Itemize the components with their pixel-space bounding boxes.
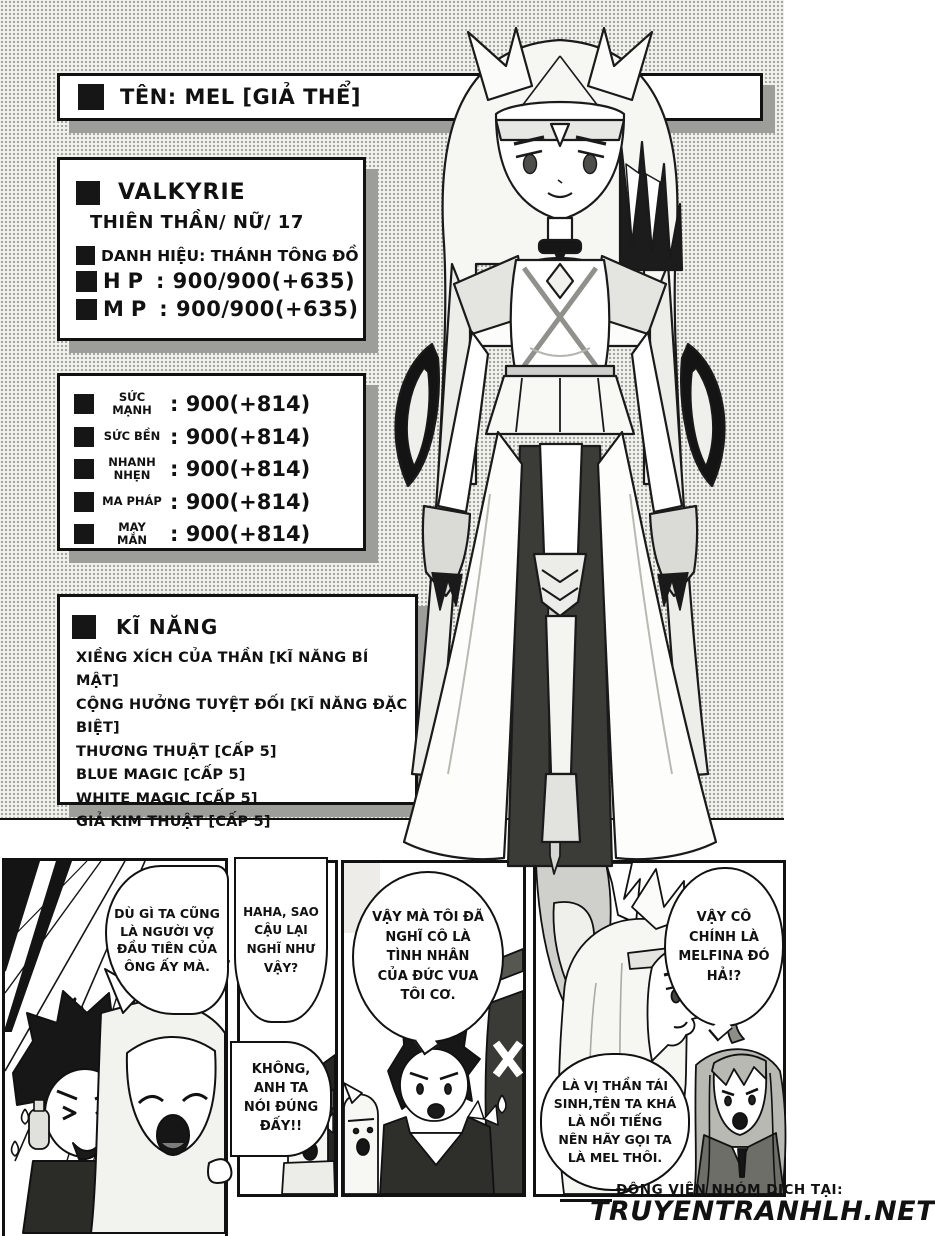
square-bullet-icon	[78, 84, 104, 110]
stat-label: MA PHÁP	[102, 494, 162, 509]
square-bullet-icon	[74, 427, 94, 447]
stat-value: : 900(+814)	[170, 392, 311, 417]
skills-header: KĨ NĂNG	[116, 615, 219, 639]
speech-bubble	[234, 857, 328, 1023]
skill-item: BLUE MAGIC [CẤP 5]	[76, 767, 246, 784]
speech-text: DÙ GÌ TA CŨNG LÀ NGƯỜI VỢ ĐẦU TIÊN CỦA ÔNG ẤY MÀ.	[114, 906, 220, 974]
mp-value: : 900/900(+635)	[159, 297, 359, 321]
stat-label: SỨC MẠNH	[112, 390, 152, 418]
square-bullet-icon	[76, 181, 100, 205]
square-bullet-icon	[74, 524, 94, 544]
stat-value: : 900(+814)	[170, 489, 311, 514]
speech-text: HAHA, SAO CẬU LẠI NGHĨ NHƯ VẬY?	[243, 904, 319, 975]
speech-bubble	[230, 1041, 332, 1157]
comic-panel-1	[2, 858, 228, 1236]
class-name: VALKYRIE	[118, 180, 246, 205]
skill-item: XIỀNG XÍCH CỦA THẦN [KĨ NĂNG BÍ MẬT]	[76, 650, 369, 690]
stat-value: : 900(+814)	[170, 457, 311, 482]
stat-value: : 900(+814)	[170, 424, 311, 449]
mp-label: MP	[103, 297, 154, 321]
square-bullet-icon	[74, 492, 94, 512]
skill-item: GIẢ KIM THUẬT [CẤP 5]	[76, 814, 271, 831]
speech-text: KHÔNG, ANH TA NÓI ĐÚNG ĐẤY!!	[243, 1062, 319, 1134]
credit-caption: ĐỘNG VIÊN NHÓM DỊCH TẠI:	[616, 1182, 843, 1198]
skill-item: THƯƠNG THUẬT [CẤP 5]	[76, 743, 277, 760]
translator-credit	[590, 1182, 935, 1227]
skill-item: CỘNG HƯỞNG TUYỆT ĐỐI [KĨ NĂNG ĐẶC BIỆT]	[76, 696, 408, 737]
comic-panel-2	[237, 860, 338, 1197]
hp-value: : 900/900(+635)	[155, 269, 356, 293]
speech-text: VẬY MÀ TÔI ĐÃ NGHĨ CÔ LÀ TÌNH NHÂN CỦA ĐỨC VUA TÔI CƠ.	[372, 910, 484, 1004]
valkyrie-full-body-art	[320, 14, 790, 880]
stat-value: : 900(+814)	[170, 522, 311, 547]
square-bullet-icon	[72, 615, 96, 639]
race-sex-age: THIÊN THẦN/ NỮ/ 17	[90, 212, 304, 233]
stat-label: MAY MẮN	[117, 520, 147, 548]
hp-label: HP	[103, 269, 150, 293]
character-title: DANH HIỆU: THÁNH TÔNG ĐỒ	[101, 246, 359, 265]
speech-bubble	[540, 1053, 690, 1191]
comic-panel-3	[341, 860, 526, 1197]
speech-text: LÀ VỊ THẦN TÁI SINH,TÊN TA KHÁ LÀ NỔI TIẾNG NÊN HÃY GỌI TA LÀ MEL THÔI.	[553, 1077, 677, 1166]
speech-bubble	[664, 867, 784, 1027]
character-name: TÊN: MEL [GIẢ THỂ]	[120, 85, 361, 109]
square-bullet-icon	[74, 459, 94, 479]
comic-panel-4	[533, 860, 786, 1197]
stat-label: SỨC BỀN	[103, 429, 161, 444]
speech-bubble	[352, 871, 504, 1043]
square-bullet-icon	[76, 271, 97, 292]
square-bullet-icon	[74, 394, 94, 414]
credit-site-name: TRUYENTRANHLH.NET	[590, 1196, 935, 1227]
skill-item: WHITE MAGIC [CẤP 5]	[76, 790, 258, 807]
stat-label: NHANH NHẸN	[108, 455, 156, 483]
square-bullet-icon	[76, 299, 97, 320]
speech-text: VẬY CÔ CHÍNH LÀ MELFINA ĐÓ HẢ!?	[678, 910, 770, 984]
square-bullet-icon	[76, 246, 95, 265]
